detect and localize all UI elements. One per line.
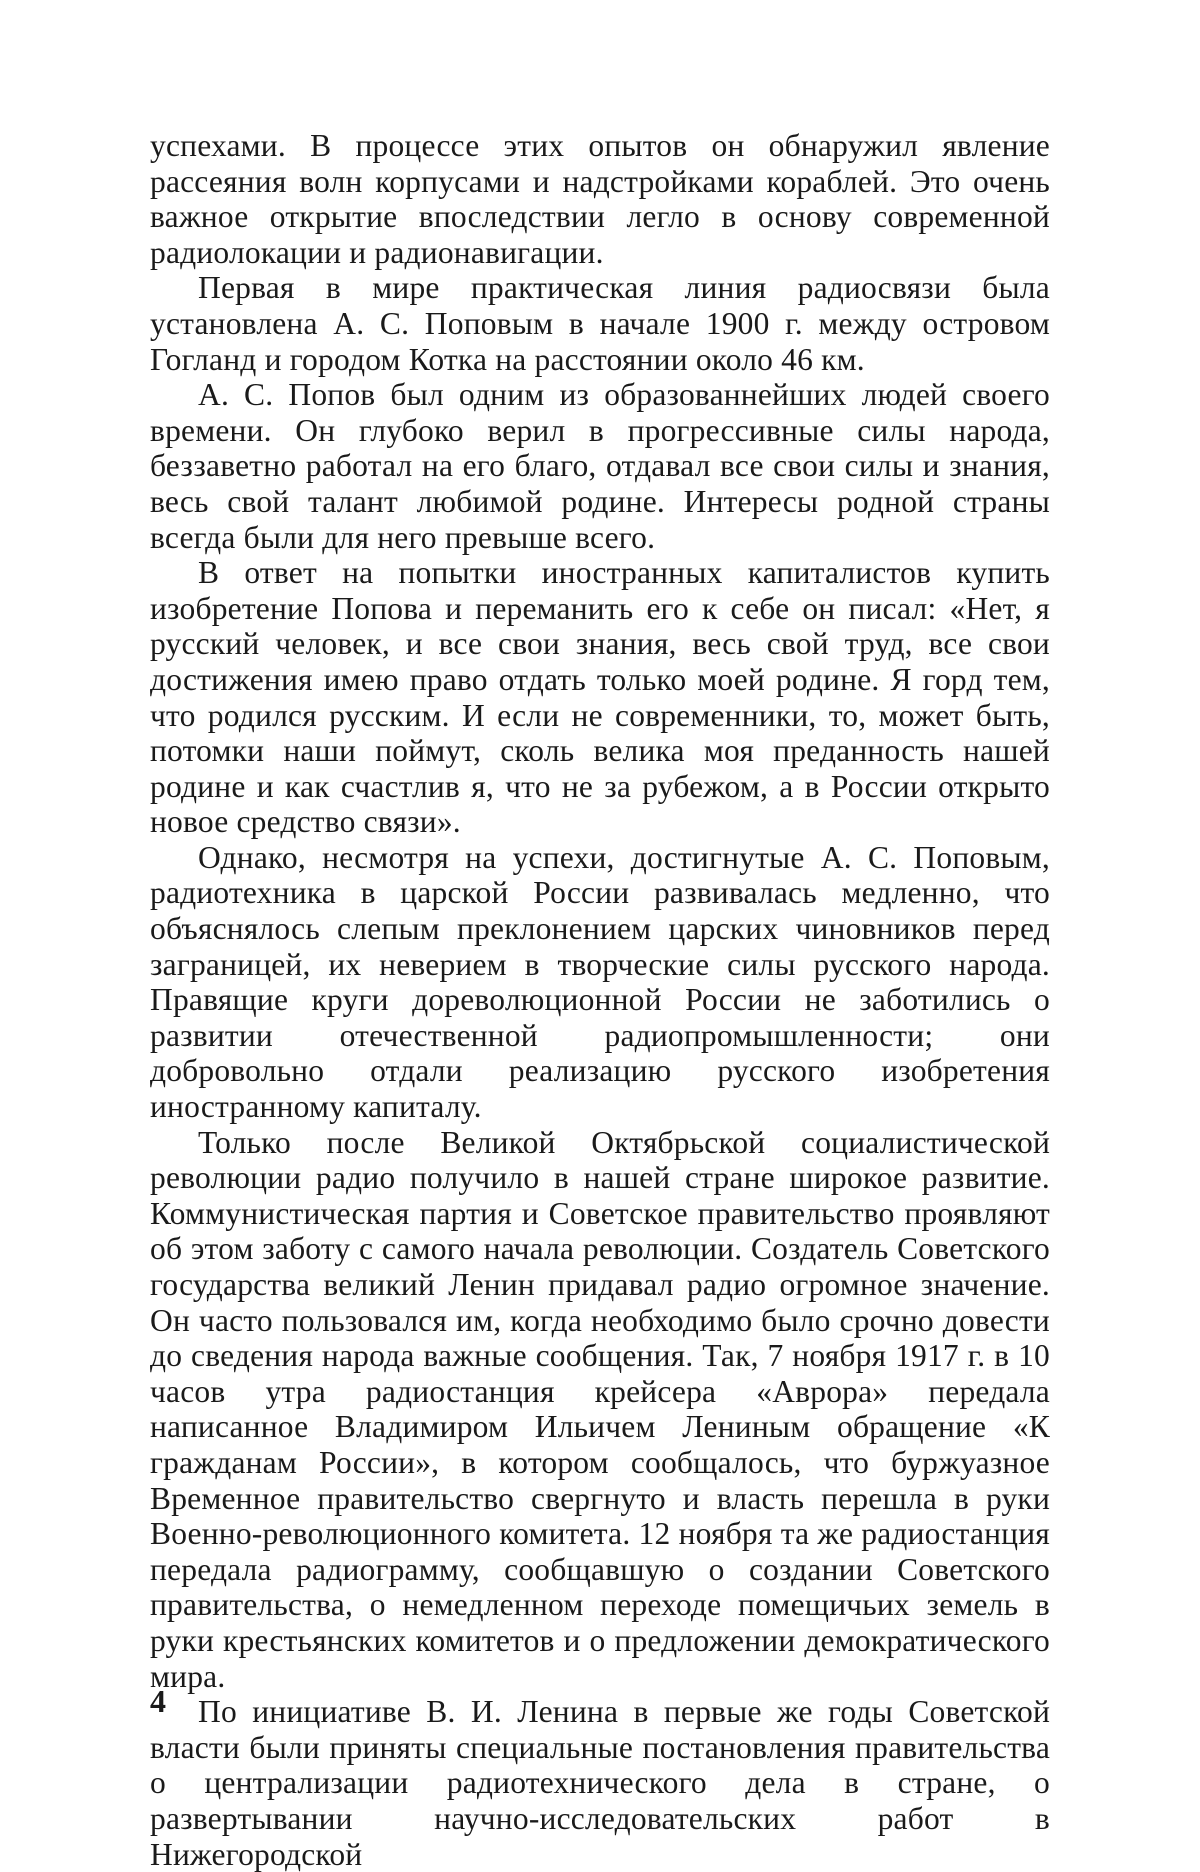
page-body [150,128,1050,1872]
paragraph-1: успехами. В процессе этих опытов он обнаружил явление рассеяния волн корпусами и надстройками кораблей. Это очень важное открытие впоследствии легло в основу современной радиолокации и радионавигации. [150,128,1050,270]
page-number: 4 [150,1683,166,1719]
paragraph-2: Первая в мире практическая линия радиосвязи была установлена А. С. Поповым в начале 1900 г. между островом Гогланд и городом Котка на расстоянии около 46 км. [150,270,1050,377]
paragraph-7: По инициативе В. И. Ленина в первые же годы Советской власти были приняты специальные постановления правительства о централизации радиотехнического дела в стране, о развертывании научно-исследовательских работ в Нижегородской [150,1694,1050,1872]
paragraph-3: А. С. Попов был одним из образованнейших людей своего времени. Он глубоко верил в прогрессивные силы народа, беззаветно работал на его благо, отдавал все свои силы и знания, весь свой талант любимой родине. Интересы родной страны всегда были для него превыше всего. [150,377,1050,555]
paragraph-6: Только после Великой Октябрьской социалистической революции радио получило в нашей стране широкое развитие. Коммунистическая партия и Советское правительство проявляют об этом заботу с самого начала революции. Создатель Советского государства великий Ленин придавал радио огромное значение. Он часто пользовался им, когда необходимо было срочно довести до сведения народа важные сообщения. Так, 7 ноября 1917 г. в 10 часов утра радиостанция крейсера «Аврора» передала написанное Владимиром Ильичем Лениным обращение «К гражданам России», в котором сообщалось, что буржуазное Временное правительство свергнуто и власть перешла в руки Военно-революционного комитета. 12 ноября та же радиостанция передала радиограмму, сообщавшую о создании Советского правительства, о немедленном переходе помещичьих земель в руки крестьянских комитетов и о предложении демократического мира. [150,1124,1050,1694]
paragraph-4: В ответ на попытки иностранных капиталистов купить изобретение Попова и переманить его к себе он писал: «Нет, я русский человек, и все свои знания, весь свой труд, все свои достижения имею право отдать только моей родине. Я горд тем, что родился русским. И если не современники, то, может быть, потомки наши поймут, сколь велика моя преданность нашей родине и как счастлив я, что не за рубежом, а в России открыто новое средство связи». [150,555,1050,840]
paragraph-5: Однако, несмотря на успехи, достигнутые А. С. Поповым, радиотехника в царской России развивалась медленно, что объяснялось слепым преклонением царских чиновников перед заграницей, их неверием в творческие силы русского народа. Правящие круги дореволюционной России не заботились о развитии отечественной радиопромышленности; они добровольно отдали реализацию русского изобретения иностранному капиталу. [150,839,1050,1125]
